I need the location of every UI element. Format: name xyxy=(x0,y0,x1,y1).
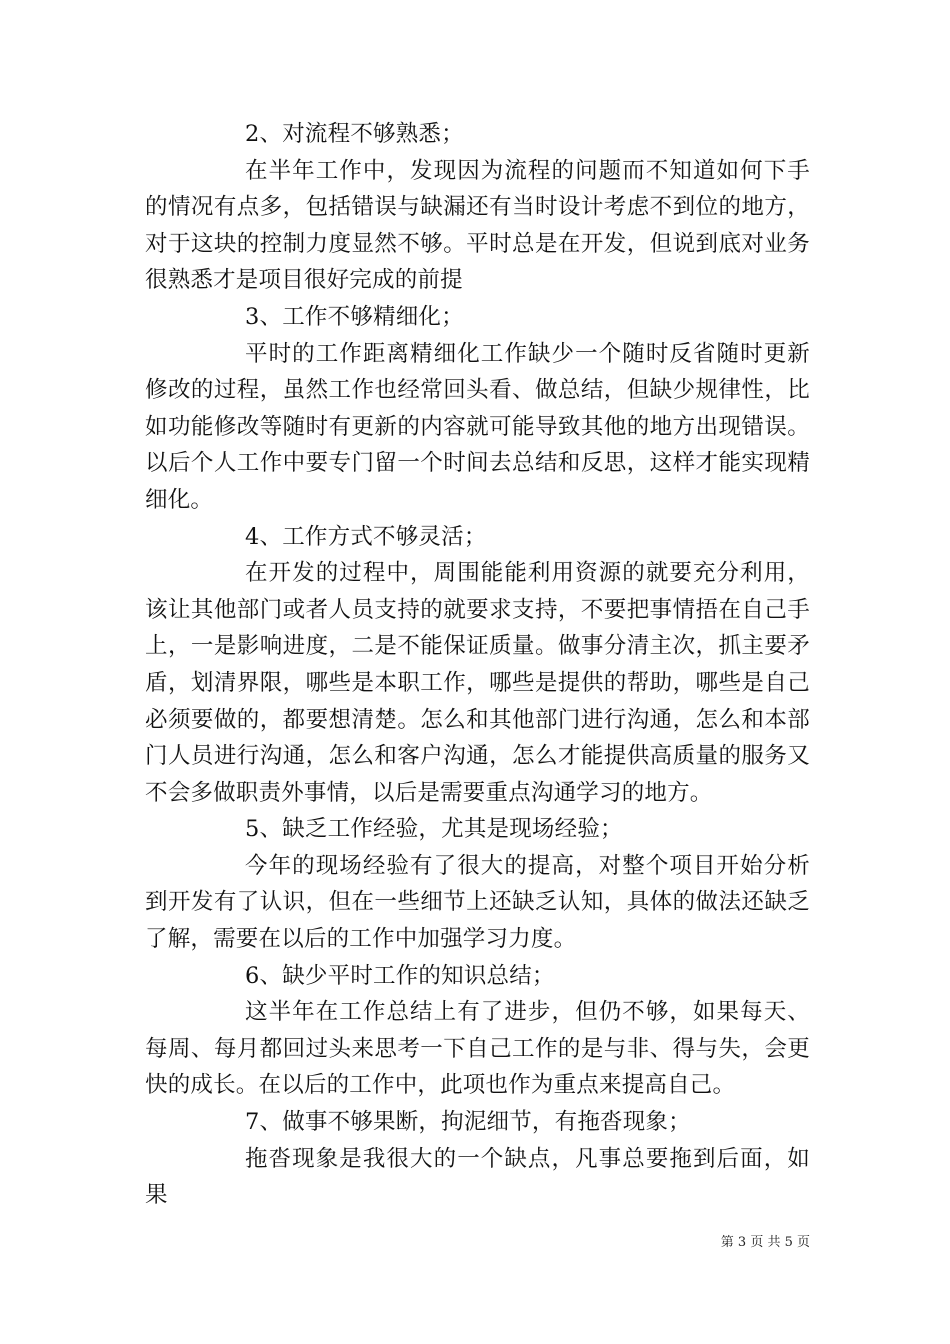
paragraph: 7、做事不够果断，拘泥细节，有拖沓现象； xyxy=(245,1109,691,1136)
page-number-footer: 第 3 页 共 5 页 xyxy=(720,1235,810,1250)
paragraph: 今年的现场经验有了很大的提高，对整个项目开始分析到开发有了认识，但在一些细节上还缺乏认知，具体的做法还缺乏了解，需要在以后的工作中加强学习力度。 xyxy=(145,852,810,953)
paragraph: 这半年在工作总结上有了进步，但仍不够，如果每天、每周、每月都回过头来思考一下自己工作的是与非、得与失，会更快的成长。在以后的工作中，此项也作为重点来提高自己。 xyxy=(145,999,810,1099)
paragraph: 平时的工作距离精细化工作缺少一个随时反省随时更新修改的过程，虽然工作也经常回头看、做总结，但缺少规律性，比如功能修改等随时有更新的内容就可能导致其他的地方出现错误。以后个人工作中要专门留一个时间去总结和反思，这样才能实现精细化。 xyxy=(145,340,810,513)
paragraph: 5、缺乏工作经验，尤其是现场经验； xyxy=(245,816,623,843)
paragraph: 在半年工作中，发现因为流程的问题而不知道如何下手的情况有点多，包括错误与缺漏还有当时设计考虑不到位的地方，对于这块的控制力度显然不够。平时总是在开发，但说到底对业务很熟悉才是项目很好完成的前提 xyxy=(145,157,810,294)
paragraph: 在开发的过程中，周围能能利用资源的就要充分利用，该让其他部门或者人员支持的就要求支持，不要把事情捂在自己手上，一是影响进度，二是不能保证质量。做事分清主次，抓主要矛盾，划清界限，哪些是本职工作，哪些是提供的帮助，哪些是自己必须要做的，都要想清楚。怎么和其他部门进行沟通，怎么和本部门人员进行沟通，怎么和客户沟通，怎么才能提供高质量的服务又不会多做职责外事情，以后是需要重点沟通学习的地方。 xyxy=(145,560,810,806)
document-body xyxy=(145,116,810,1214)
paragraph: 4、工作方式不够灵活； xyxy=(245,523,487,550)
paragraph: 6、缺少平时工作的知识总结； xyxy=(245,962,555,989)
paragraph: 拖沓现象是我很大的一个缺点，凡事总要拖到后面，如果 xyxy=(145,1145,810,1209)
paragraph: 2、对流程不够熟悉； xyxy=(245,121,464,147)
paragraph: 3、工作不够精细化； xyxy=(245,303,464,330)
